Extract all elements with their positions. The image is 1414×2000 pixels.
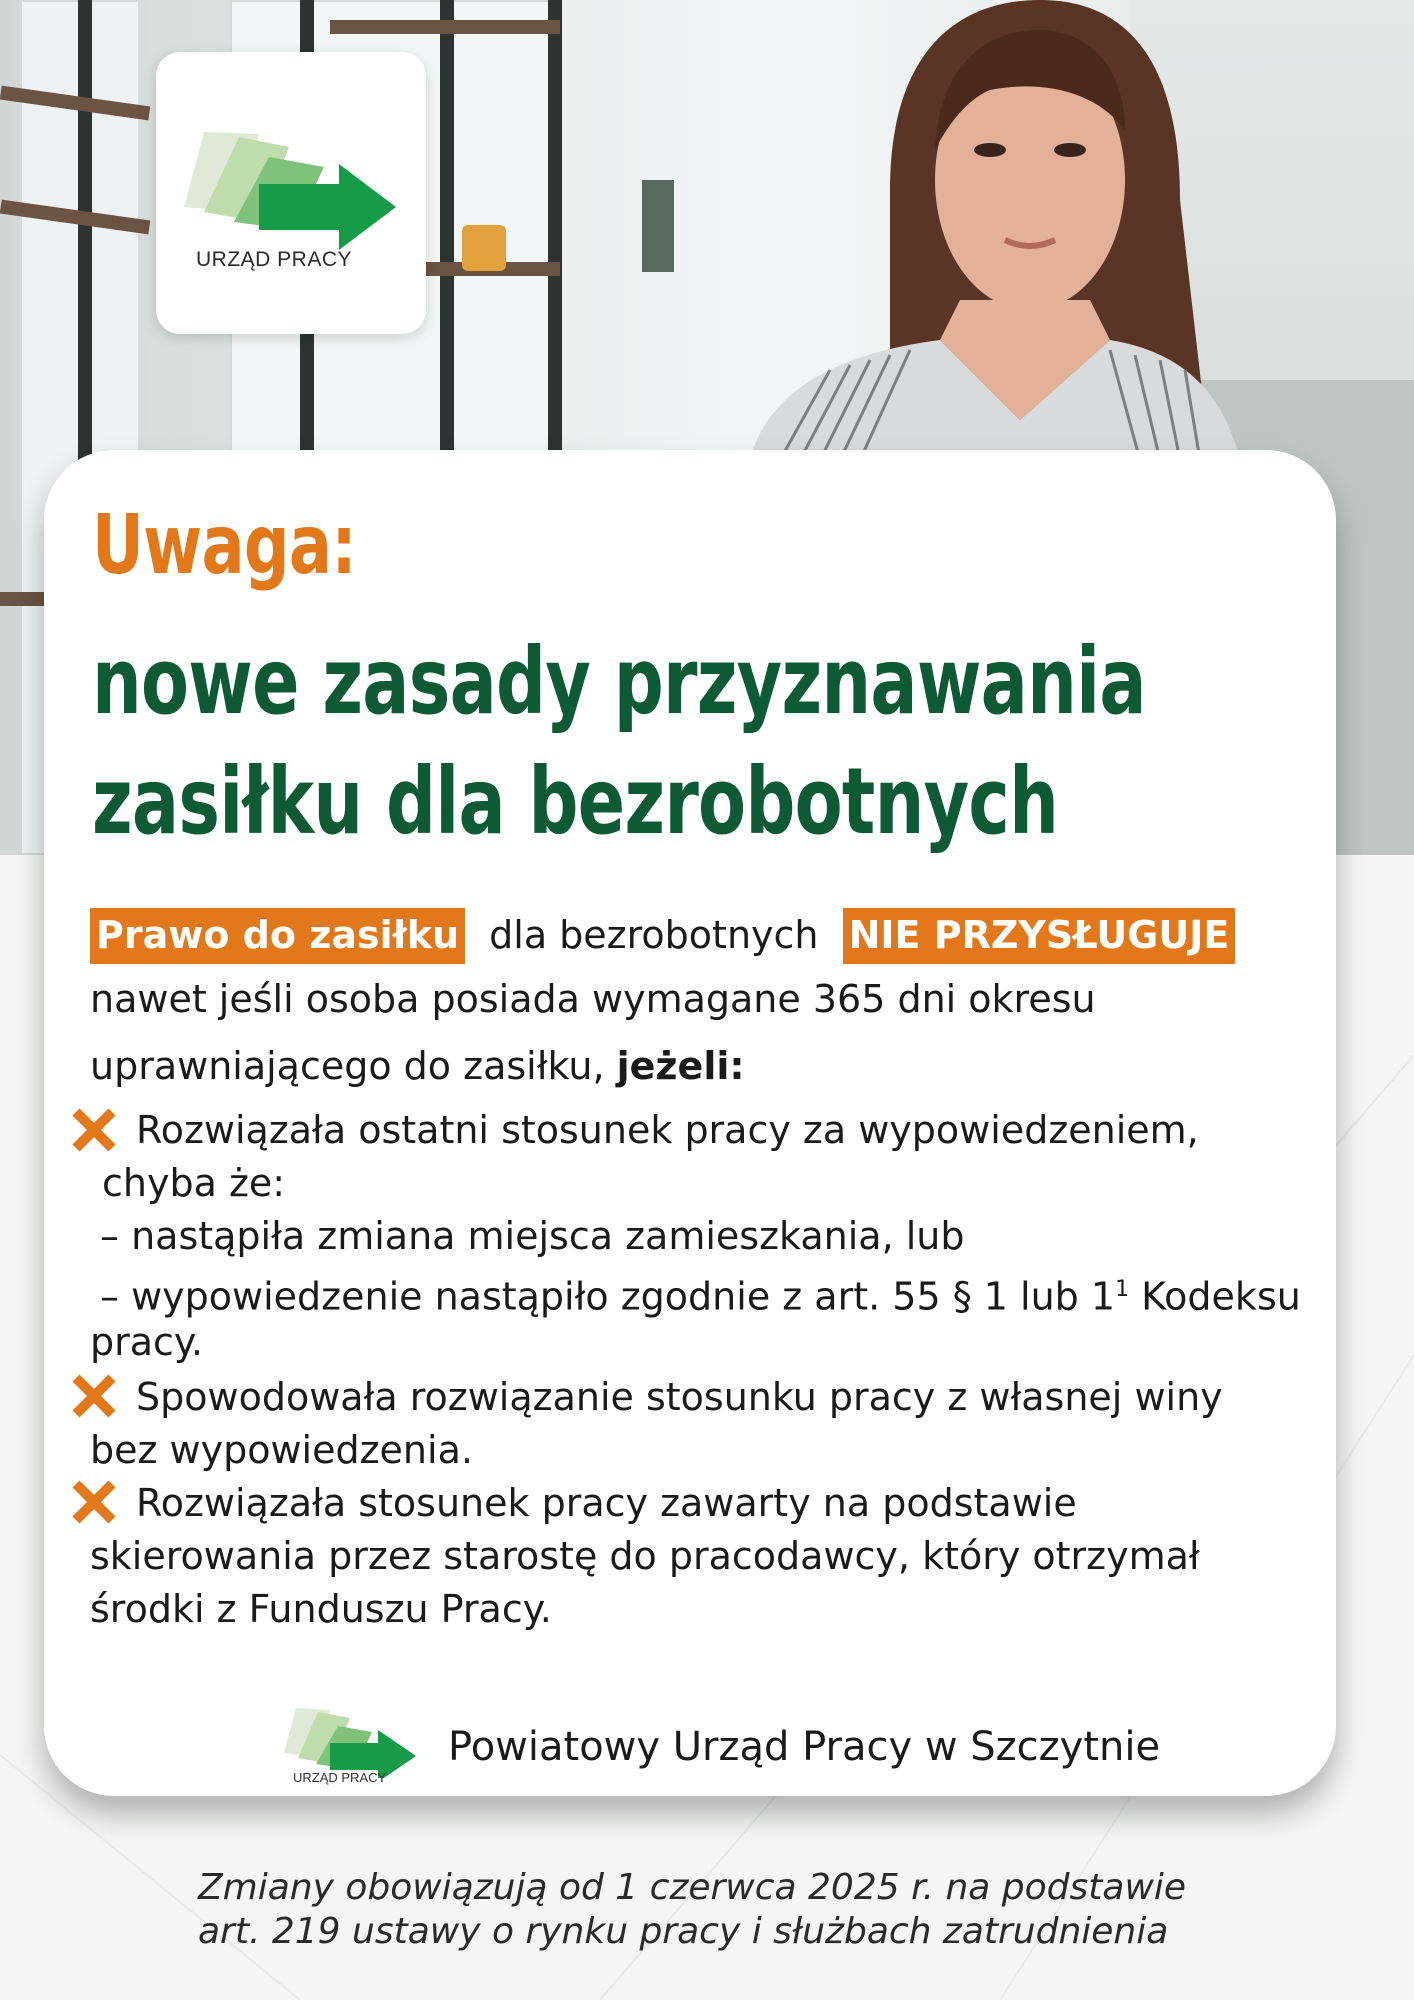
x-mark-icon xyxy=(70,1478,118,1526)
condition-1-line-5: pracy. xyxy=(90,1320,204,1364)
legal-note xyxy=(198,1866,1298,1954)
logo-text: URZĄD PRACY xyxy=(196,248,353,271)
condition-1-line-4 xyxy=(100,1263,1350,1324)
condition-3-line-3: środki z Funduszu Pracy. xyxy=(90,1587,552,1631)
legal-note-line-2: art. 219 ustawy o rynku pracy i służbach zatrudnienia xyxy=(198,1911,1169,1952)
shelf-board xyxy=(0,592,44,606)
condition-1-line-2: chyba że: xyxy=(102,1161,286,1205)
highlight-right-to-benefit: Prawo do zasiłku xyxy=(90,908,465,964)
intro-if-bold: jeżeli: xyxy=(616,1044,745,1088)
legal-note-line-1: Zmiany obowiązują od 1 czerwca 2025 r. na podstawie xyxy=(198,1867,1187,1908)
title-warning: Uwaga: xyxy=(92,498,357,593)
condition-3-line-2: skierowania przez starostę do pracodawcy, który otrzymał xyxy=(90,1534,1200,1578)
condition-2-line-1: Spowodowała rozwiązanie stosunku pracy z własnej winy xyxy=(136,1375,1223,1419)
wall-sign xyxy=(642,180,674,272)
urzad-pracy-logo-icon xyxy=(174,112,414,252)
office-name: Powiatowy Urząd Pracy w Szczytnie xyxy=(448,1724,1161,1770)
title-line-2: zasiłku dla bezrobotnych xyxy=(92,748,1059,855)
superscript: 1 xyxy=(1115,1277,1130,1302)
footer-logo-icon xyxy=(278,1698,428,1778)
condition-1-line-4-text: – wypowiedzenie nastąpiło zgodnie z art. 55 § 1 lub 1 xyxy=(100,1274,1116,1319)
shelf-board xyxy=(330,20,560,34)
intro-middle-text: dla bezrobotnych xyxy=(489,913,819,957)
highlight-not-entitled: NIE PRZYSŁUGUJE xyxy=(843,908,1236,964)
intro-line-2: nawet jeśli osoba posiada wymagane 365 dni okresu xyxy=(90,977,1096,1021)
condition-1-line-1: Rozwiązała ostatni stosunek pracy za wypowiedzeniem, xyxy=(136,1108,1199,1152)
condition-1-line-3: – nastąpiła zmiana miejsca zamieszkania, lub xyxy=(100,1214,965,1258)
logo-box xyxy=(156,52,426,334)
x-mark-icon xyxy=(70,1372,118,1420)
condition-3-line-1: Rozwiązała stosunek pracy zawarty na podstawie xyxy=(136,1481,1077,1525)
intro-line-3 xyxy=(90,1040,1340,1093)
footer-logo-text: URZĄD PRACY xyxy=(293,1770,387,1785)
intro-line-1 xyxy=(90,908,1340,964)
condition-2-line-2: bez wypowiedzenia. xyxy=(90,1428,473,1472)
woman-photo xyxy=(740,0,1250,460)
intro-line-3-text: uprawniającego do zasiłku, xyxy=(90,1044,605,1088)
title-main xyxy=(92,622,1232,862)
vase xyxy=(462,225,506,271)
condition-1-line-4-end: Kodeksu xyxy=(1141,1274,1301,1319)
x-mark-icon xyxy=(70,1106,118,1154)
title-line-1: nowe zasady przyznawania xyxy=(92,628,1146,735)
